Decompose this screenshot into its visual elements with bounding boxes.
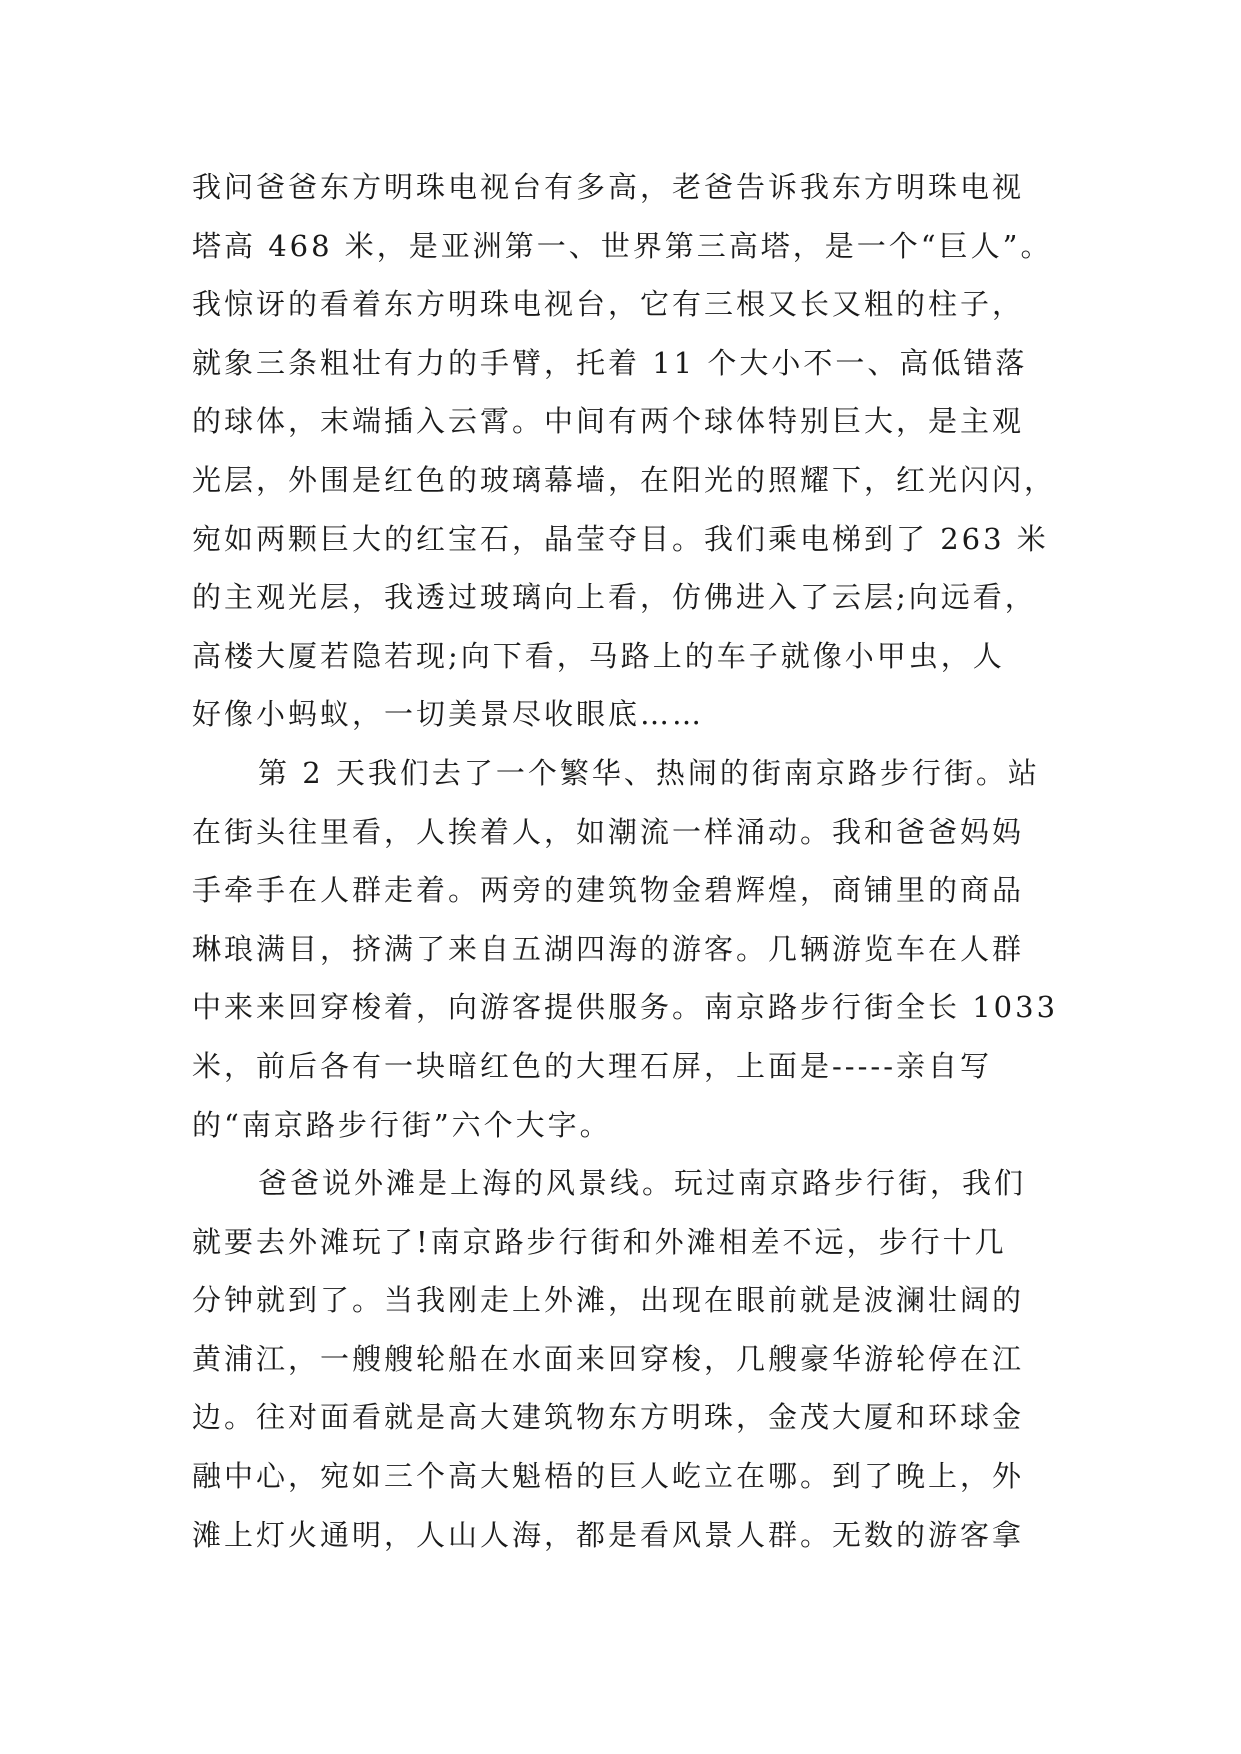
text-line: 的球体，末端插入云霄。中间有两个球体特别巨大，是主观 [192,404,1025,439]
text-line: 宛如两颗巨大的红宝石，晶莹夺目。我们乘电梯到了 263 米 [192,521,1049,556]
text-line: 好像小蚂蚁，一切美景尽收眼底…… [192,697,705,732]
text-line: 手牵手在人群走着。两旁的建筑物金碧辉煌，商铺里的商品 [192,873,1025,908]
text-line: 的“南京路步行街”六个大字。 [192,1107,612,1142]
text-line: 第 2 天我们去了一个繁华、热闹的街南京路步行街。站 [258,755,1040,790]
paragraph-3 [192,1154,1052,1564]
paragraph-1 [192,158,1057,744]
text-line: 分钟就到了。当我刚走上外滩，出现在眼前就是波澜壮阔的 [192,1283,1025,1318]
text-line: 琳琅满目，挤满了来自五湖四海的游客。几辆游览车在人群 [192,931,1025,966]
paragraph-2 [192,744,1059,1154]
text-line: 在街头往里看，人挨着人，如潮流一样涌动。我和爸爸妈妈 [192,814,1025,849]
text-line: 边。往对面看就是高大建筑物东方明珠，金茂大厦和环球金 [192,1400,1025,1435]
text-line: 高楼大厦若隐若现;向下看，马路上的车子就像小甲虫，人 [192,638,1005,673]
text-line: 光层，外围是红色的玻璃幕墙，在阳光的照耀下，红光闪闪， [192,462,1057,497]
text-line: 爸爸说外滩是上海的风景线。玩过南京路步行街，我们 [258,1166,1027,1201]
text-line: 我惊讶的看着东方明珠电视台，它有三根又长又粗的柱子， [192,287,1025,322]
text-line: 的主观光层，我透过玻璃向上看，仿佛进入了云层;向远看， [192,580,1037,615]
text-line: 滩上灯火通明，人山人海，都是看风景人群。无数的游客拿 [192,1517,1025,1552]
text-line: 就象三条粗壮有力的手臂，托着 11 个大小不一、高低错落 [192,345,1028,380]
text-line: 塔高 468 米，是亚洲第一、世界第三高塔，是一个“巨人”。 [192,228,1053,263]
document-body [192,158,1059,1564]
text-line: 黄浦江，一艘艘轮船在水面来回穿梭，几艘豪华游轮停在江 [192,1341,1025,1376]
text-line: 就要去外滩玩了!南京路步行街和外滩相差不远，步行十几 [192,1224,1007,1259]
text-line: 中来来回穿梭着，向游客提供服务。南京路步行街全长 1033 [192,990,1059,1025]
text-line: 米，前后各有一块暗红色的大理石屏，上面是-----亲自写 [192,1048,992,1083]
text-line: 融中心，宛如三个高大魁梧的巨人屹立在哪。到了晚上，外 [192,1459,1025,1494]
text-line: 我问爸爸东方明珠电视台有多高，老爸告诉我东方明珠电视 [192,170,1025,204]
